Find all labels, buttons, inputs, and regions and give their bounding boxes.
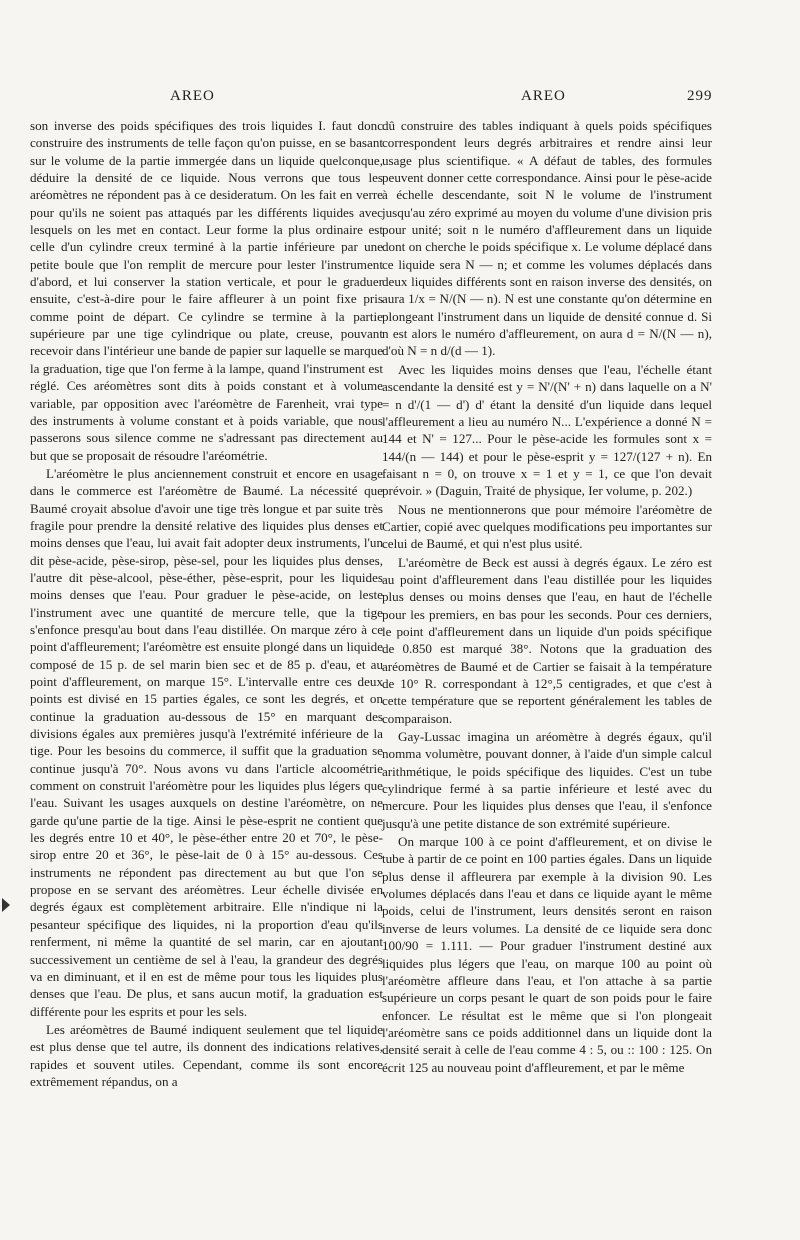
left-paragraph-1: son inverse des poids spécifiques des trois liquides I. faut donc construire des instruments de telle façon qu'on puisse, en se basant sur le volume de la partie immergée dans un liquide quelconque, déduire la densité de ce liquide. Nous verrons que tous les aréomètres ne répondent pas à ce desideratum. On les fait en verre pour qu'ils ne soient pas attaqués par les différents liquides avec lesquels on les met en contact. Leur forme la plus ordinaire est celle d'un cylindre creux terminé à la partie inférieure par une petite boule que l'on remplit de mercure pour lester l'instrument d'abord, et lui conserver la station verticale, et pour le graduer ensuite, c'est-à-dire pour le faire affleurer à un point fixe pris comme point de départ. Ce cylindre se termine à la partie supérieure par une tige cylindrique ou plate, creuse, pouvant recevoir dans l'intérieur une bande de papier sur laquelle se marque la graduation, tige que l'on ferme à la lampe, quand l'instrument est réglé. Ces aréomètres sont dits à poids constant et à volume variable, par opposition avec l'aréomètre de Farenheit, vrai type des instruments à volume constant et à poids variable, que nous passerons sous silence comme ne s'adressant pas directement au but que se proposait de résoudre l'aréométrie. bbox=[30, 118, 383, 463]
page-header bbox=[0, 88, 800, 112]
right-paragraph-6: On marque 100 à ce point d'affleurement, et on divise le tube à partir de ce point en 100 parties égales. Dans un liquide plus dense il affleurera par exemple à la division 90. Les volumes déplacés dans l'eau et dans ce liquide ayant le même poids, celui de l'instrument, leurs densités seront en raison inverse de leurs volumes. La densité de ce liquide sera donc 100/90 = 1.111. — Pour graduer l'instrument destiné aux liquides plus légers que l'eau, on marque 100 au point où l'aréomètre affleure dans l'eau, et l'on attache à sa partie supérieure un corps pesant le quart de son poids pour le faire enfoncer. Le résultat est le même que si l'on plongeait l'aréomètre sans ce poids additionnel dans un liquide dont la densité serait à celle de l'eau comme 4 : 5, ou :: 100 : 125. On écrit 125 au nouveau point d'affleurement, et par le même bbox=[382, 834, 712, 1075]
right-paragraph-1: dû construire des tables indiquant à quels poids spécifiques correspondent leurs degrés arbitraires et rendre ainsi leur usage plus scientifique. « A défaut de tables, des formules peuvent donner cette correspondance. Ainsi pour le pèse-acide à échelle descendante, soit N le volume de l'instrument jusqu'au zéro exprimé au moyen du volume d'une division pris pour unité; soit n le numéro d'affleurement dans un liquide dont on cherche le poids spécifique x. Le volume déplacé dans ce liquide sera N — n; et comme les volumes déplacés dans deux liquides différents sont en raison inverse des densités, on aura 1/x = N/(N — n). N est une constante qu'on détermine en plongeant l'instrument dans un liquide de densité connue d. Si n est alors le numéro d'affleurement, on aura d = N/(N — n), d'où N = n d/(d — 1). bbox=[382, 118, 712, 359]
left-paragraph-3: Les aréomètres de Baumé indiquent seulement que tel liquide est plus dense que tel autre, ils donnent des indications relatives, rapides et souvent utiles. Cependant, comme ils sont encore extrêmement répandus, on a bbox=[30, 1021, 383, 1089]
left-paragraph-2: L'aréomètre le plus anciennement construit et encore en usage dans le commerce est l'aréomètre de Baumé. La nécessité que Baumé croyait absolue d'avoir une tige très longue et par suite très fragile pour prendre la densité relative des liquides plus denses et moins denses que l'eau, lui avait fait adopter deux instruments, l'un dit pèse-acide, pèse-sirop, pèse-sel, pour les liquides plus denses, l'autre dit pèse-alcool, pèse-éther, pèse-esprit, pour les liquides moins denses que l'eau. Pour graduer le pèse-acide, on leste l'instrument avec une quantité de mercure telle, que la tige s'enfonce presqu'au bout dans l'eau distillée. On marque zéro à ce point d'affleurement; l'aréomètre est ensuite plongé dans un liquide composé de 15 p. de sel marin bien sec et de 85 p. d'eau, et au point d'affleurement, on marque 15°. L'intervalle entre ces deux points est divisé en 15 parties égales, ce sont les degrés, et on continue la graduation au-dessous de 15° en marquant des divisions égales aux premières jusqu'à l'extrémité inférieure de la tige. Pour les besoins du commerce, il suffit que la graduation se continue jusqu'à 70°. Nous avons vu dans l'article alcoométrie comment on construit l'aréomètre pour les liquides plus légers que l'eau. Suivant les usages auxquels on destine l'aréomètre, on ne garde qu'une partie de la tige. Ainsi le pèse-esprit ne contient que les degrés entre 10 et 40°, le pèse-éther entre 20 et 70°, le pèse-sirop entre 20 et 36°, le pèse-lait de 0 à 15° au-dessous. Ces instruments ne répondent pas directement au but que l'on se propose en se servant des aréomètres. Leur échelle divisée en degrés égaux est complètement arbitraire. Elle n'indique ni la pesanteur spécifique des liquides, ni la proportion d'eau qu'ils renferment, ni même la quantité de sel marin, car en ajoutant successivement un centième de sel à l'eau, la grandeur des degrés va en diminuant, et il en est de même pour tous les liquides plus denses que l'eau. De plus, et sans aucun motif, la graduation est différente pour les esprits et pour les sels. bbox=[30, 465, 383, 1019]
right-paragraph-2: Avec les liquides moins denses que l'eau, l'échelle étant ascendante la densité est y = N'/(N' + n) dans laquelle on a N' = n d'/(1 — d') d' étant la densité d'un liquide dans lequel l'affleurement a lieu au numéro N... L'expérience a donné N = 144 et N' = 127... Pour le pèse-acide les formules sont x = 144/(n — 144) et pour le pèse-esprit y = 127/(127 + n). En faisant n = 0, on trouve x = 1 et y = 1, ce que l'on devait prévoir. » (Daguin, Traité de physique, Ier volume, p. 202.) bbox=[382, 361, 712, 499]
running-head-left: AREO bbox=[170, 88, 215, 104]
right-paragraph-4: L'aréomètre de Beck est aussi à degrés égaux. Le zéro est au point d'affleurement dans l'eau distillée pour les liquides plus denses ou moins denses que l'eau, en haut de l'échelle pour les premiers, en bas pour les seconds. Pour ces derniers, le point d'affleurement dans un liquide d'un poids spécifique de 0.850 est marqué 38°. Notons que la graduation des aréomètres de Baumé et de Cartier se faisait à la température de 10° R. correspondant à 12°,5 centigrades, et que c'est à cette température que se reportent généralement les tables de comparaison. bbox=[382, 554, 712, 726]
left-column bbox=[30, 117, 383, 1090]
right-column bbox=[382, 117, 712, 1076]
right-paragraph-3: Nous ne mentionnerons que pour mémoire l'aréomètre de Cartier, copié avec quelques modifications peu importantes sur celui de Baumé, et qui n'est plus usité. bbox=[382, 501, 712, 552]
right-paragraph-5: Gay-Lussac imagina un aréomètre à degrés égaux, qu'il nomma volumètre, pouvant donner, à l'aide d'un simple calcul arithmétique, le poids spécifique des liquides. C'est un tube cylindrique fermé à sa partie inférieure et lesté avec du mercure. Pour les liquides plus denses que l'eau, il s'enfonce jusqu'à une petite distance de son extrémité supérieure. bbox=[382, 729, 712, 831]
page-number: 299 bbox=[687, 88, 713, 104]
running-head-right: AREO bbox=[521, 88, 566, 104]
margin-arrow-icon bbox=[2, 898, 10, 912]
